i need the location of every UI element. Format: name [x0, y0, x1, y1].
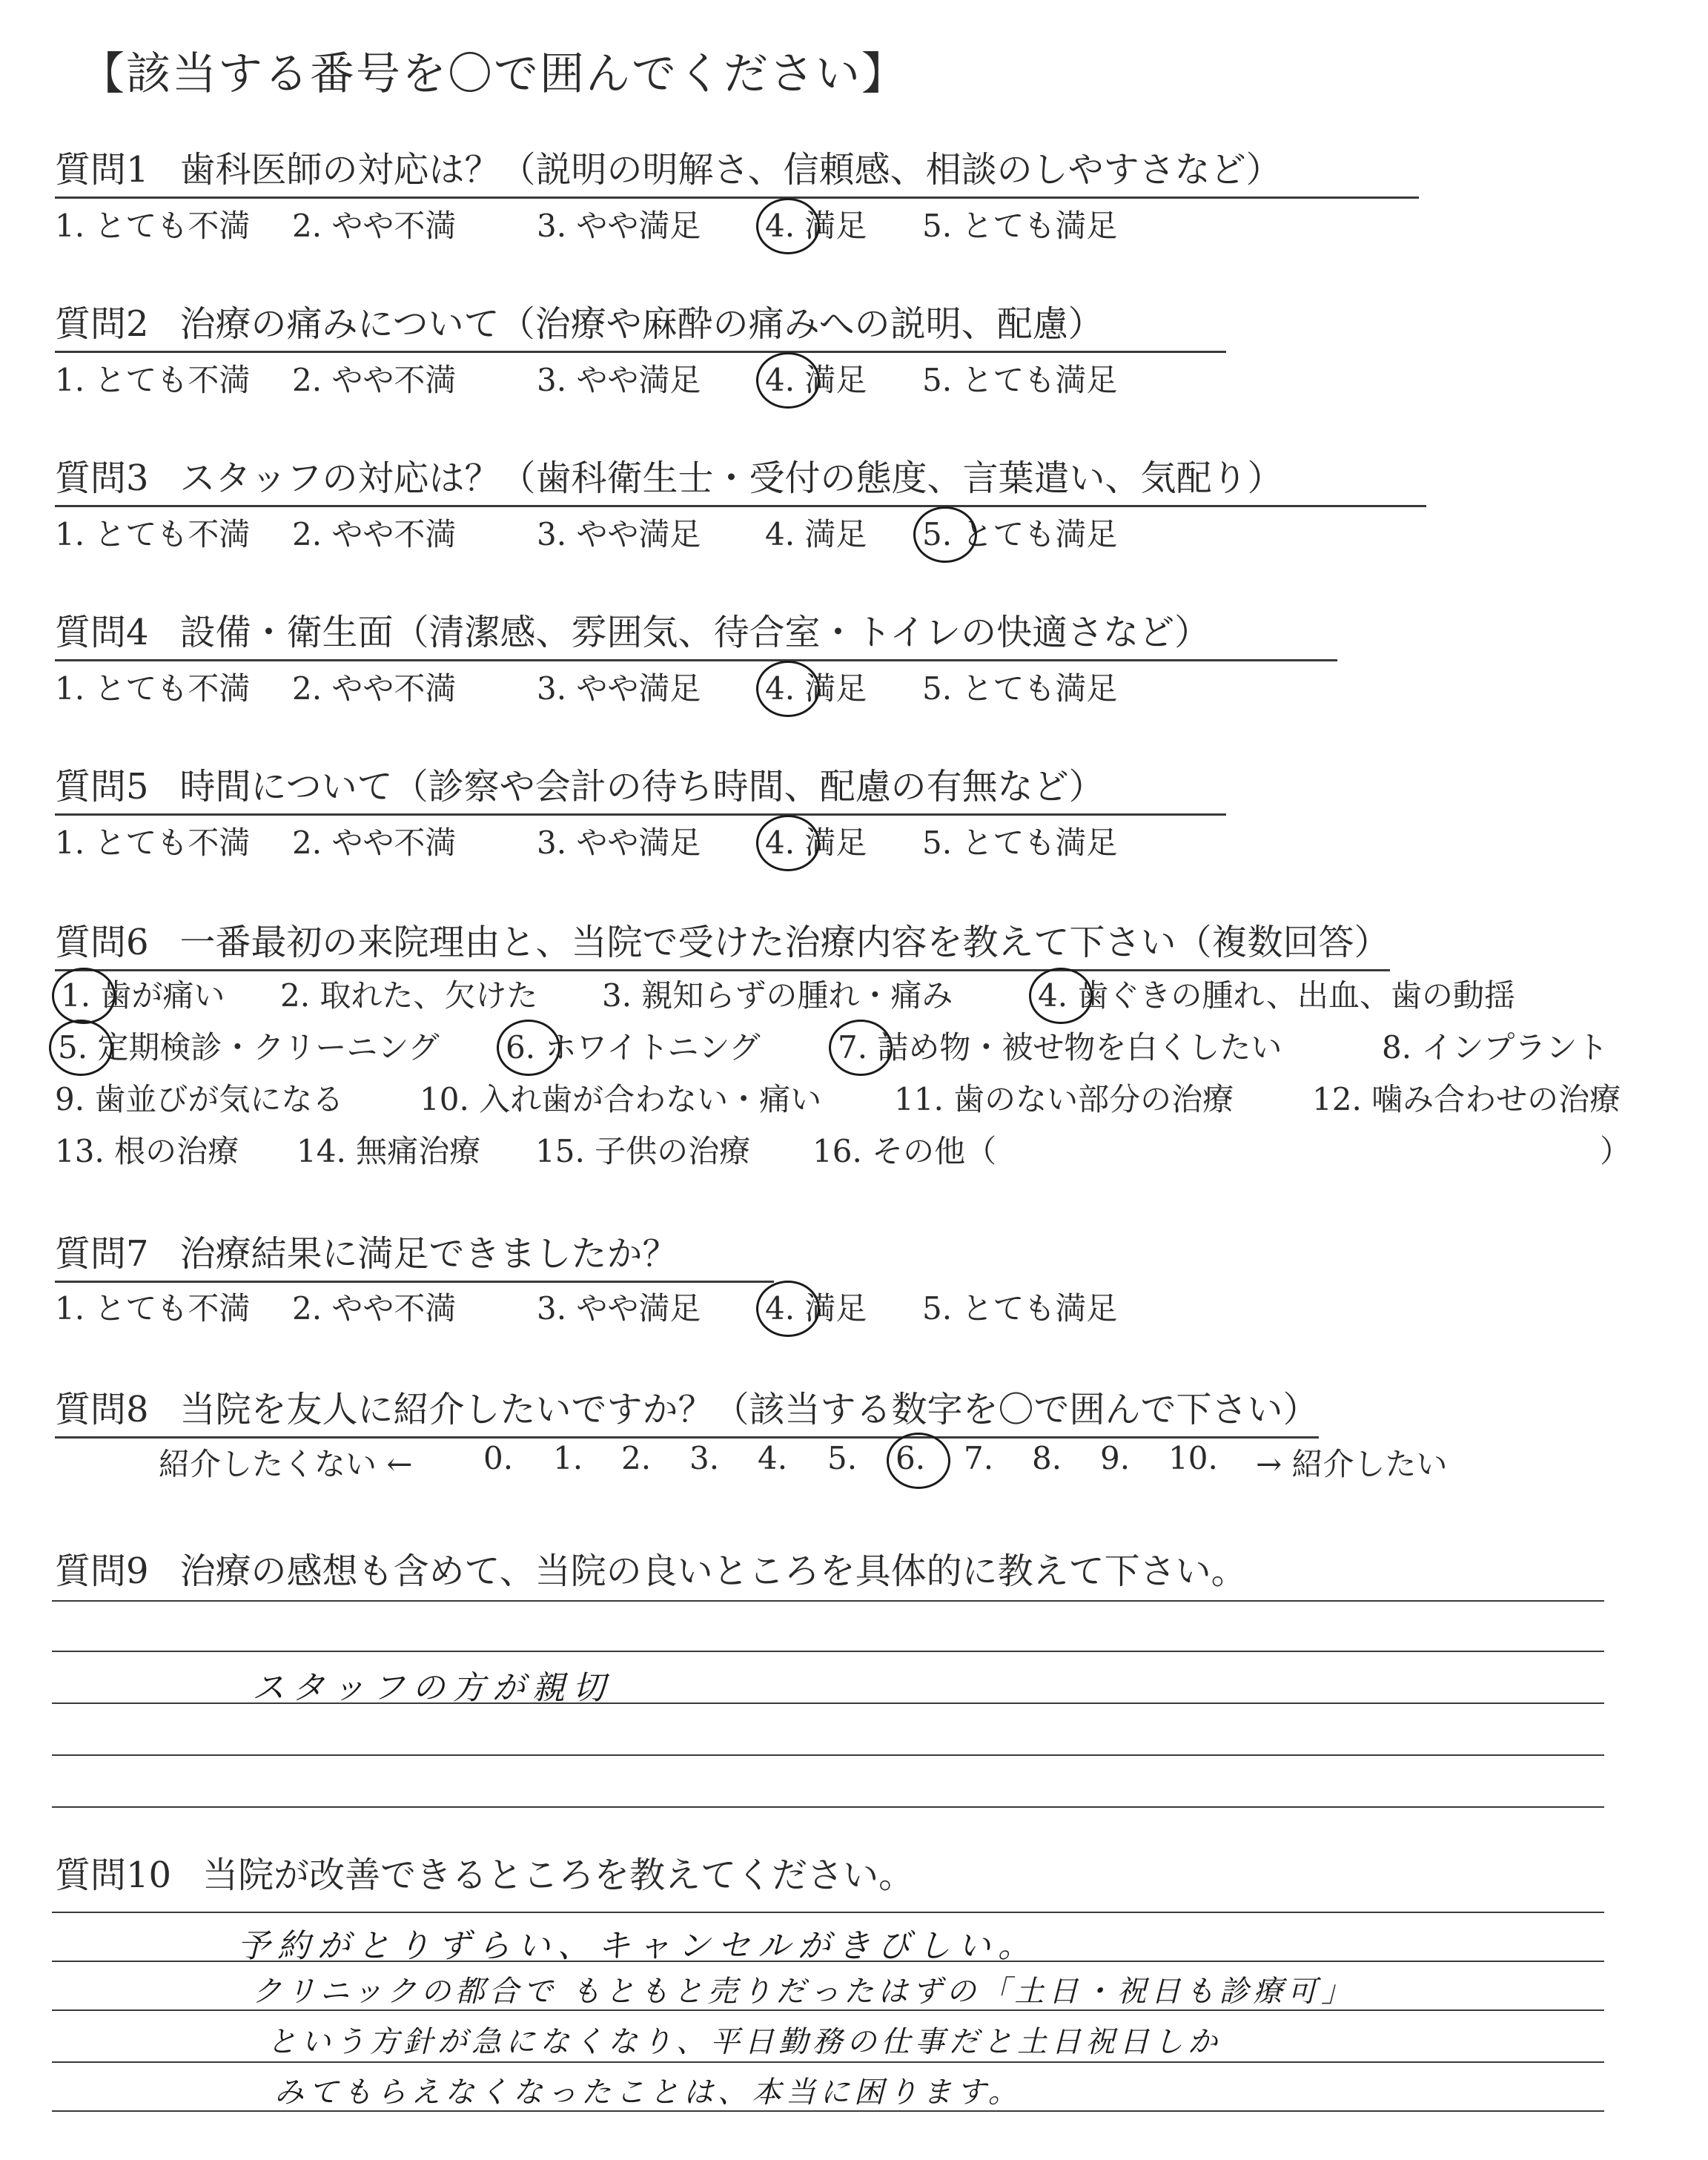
treatment-option[interactable]: 9. 歯並びが気になる — [55, 1081, 344, 1117]
answer-option[interactable]: 2. やや不満 — [292, 362, 457, 398]
question-10-answer-line-1: 予約がとりずらい、キャンセルがきびしい。 — [237, 1927, 1038, 1965]
treatment-option[interactable]: 15. 子供の治療 — [535, 1133, 751, 1169]
question-4-heading — [55, 604, 1337, 661]
treatment-option[interactable]: 5. 定期検診・クリーニング — [58, 1029, 440, 1066]
answer-option[interactable]: 4. 満足 — [765, 1290, 867, 1327]
answer-option[interactable]: 3. やや満足 — [537, 362, 701, 398]
scale-option[interactable]: 4. — [758, 1440, 788, 1476]
answer-line — [52, 1912, 1604, 1913]
treatment-option[interactable]: 12. 噛み合わせの治療 — [1312, 1081, 1621, 1117]
question-1-number: 質問1 — [55, 149, 149, 191]
selection-circle — [52, 968, 116, 1024]
question-8-text: 当院を友人に紹介したいですか？（該当する数字を〇で囲んで下さい） — [179, 1389, 1319, 1430]
scale-option[interactable]: 8. — [1032, 1440, 1062, 1476]
answer-line — [52, 2061, 1604, 2063]
selection-circle — [497, 1020, 560, 1076]
question-7-text: 治療結果に満足できましたか？ — [179, 1233, 678, 1275]
answer-option[interactable]: 3. やや満足 — [537, 1290, 701, 1327]
scale-option[interactable]: 10. — [1168, 1440, 1218, 1476]
treatment-option[interactable]: 4. 歯ぐきの腫れ、出血、歯の動揺 — [1038, 977, 1515, 1014]
question-6-heading — [55, 914, 1390, 971]
scale-right-label: → 紹介したい — [1256, 1446, 1448, 1482]
question-10-text: 当院が改善できるところを教えてください。 — [202, 1855, 915, 1896]
question-9-answer: スタッフの方が親切 — [252, 1669, 612, 1707]
answer-option[interactable]: 3. やや満足 — [537, 670, 701, 707]
question-4-text: 設備・衛生面（清潔感、雰囲気、待合室・トイレの快適さなど） — [179, 612, 1211, 653]
question-10-heading — [55, 1846, 914, 1902]
answer-option[interactable]: 1. とても不満 — [55, 825, 251, 861]
answer-option[interactable]: 5. とても満足 — [922, 516, 1118, 552]
question-1-heading — [55, 141, 1419, 199]
question-10-number: 質問10 — [55, 1855, 172, 1896]
selection-circle — [756, 352, 820, 409]
question-3-heading — [55, 449, 1426, 507]
treatment-option[interactable]: 11. 歯のない部分の治療 — [894, 1081, 1234, 1117]
scale-option[interactable]: 5. — [827, 1440, 858, 1476]
question-5-heading — [55, 758, 1226, 816]
question-10-answer-line-2: クリニックの都合で もともと売りだったはずの「土日・祝日も診療可」 — [252, 1975, 1356, 2009]
scale-option[interactable]: 6. — [896, 1440, 926, 1476]
question-4-number: 質問4 — [55, 612, 149, 653]
answer-option[interactable]: 5. とても満足 — [922, 362, 1118, 398]
question-2-heading — [55, 295, 1226, 353]
question-9-text: 治療の感想も含めて、当院の良いところを具体的に教えて下さい。 — [179, 1550, 1247, 1592]
selection-circle — [887, 1433, 950, 1489]
answer-option[interactable]: 4. 満足 — [765, 362, 867, 398]
question-8-heading — [55, 1381, 1319, 1439]
selection-circle — [829, 1020, 893, 1076]
question-10-answer-line-4: みてもらえなくなったことは、本当に困ります。 — [274, 2075, 1022, 2110]
question-3-text: スタッフの対応は？（歯科衛生士・受付の態度、言葉遣い、気配り） — [179, 458, 1283, 499]
selection-circle — [756, 815, 820, 871]
treatment-option[interactable]: 7. 詰め物・被せ物を白くしたい — [838, 1029, 1282, 1066]
question-8-number: 質問8 — [55, 1389, 149, 1430]
answer-option[interactable]: 5. とても満足 — [922, 825, 1118, 861]
question-2-number: 質問2 — [55, 303, 149, 345]
answer-option[interactable]: 1. とても不満 — [55, 362, 251, 398]
scale-option[interactable]: 9. — [1100, 1440, 1131, 1476]
question-9-number: 質問9 — [55, 1550, 149, 1592]
question-5-text: 時間について（診察や会計の待ち時間、配慮の有無など） — [179, 766, 1105, 807]
treatment-option[interactable]: ） — [1600, 1133, 1632, 1169]
scale-option[interactable]: 0. — [483, 1440, 514, 1476]
question-5-number: 質問5 — [55, 766, 149, 807]
scale-option[interactable]: 1. — [553, 1440, 583, 1476]
treatment-option[interactable]: 8. インプラント — [1382, 1029, 1609, 1066]
selection-circle — [756, 198, 820, 254]
question-6-number: 質問6 — [55, 922, 149, 963]
answer-option[interactable]: 4. 満足 — [765, 670, 867, 707]
answer-option[interactable]: 1. とても不満 — [55, 208, 251, 244]
answer-option[interactable]: 3. やや満足 — [537, 208, 701, 244]
question-6-text: 一番最初の来院理由と、当院で受けた治療内容を教えて下さい（複数回答） — [179, 922, 1390, 963]
answer-option[interactable]: 5. とても満足 — [922, 1290, 1118, 1327]
question-10-answer-line-3: という方針が急になくなり、平日勤務の仕事だと土日祝日しか — [267, 2025, 1222, 2059]
question-3-number: 質問3 — [55, 458, 149, 499]
answer-option[interactable]: 1. とても不満 — [55, 670, 251, 707]
answer-option[interactable]: 2. やや不満 — [292, 516, 457, 552]
treatment-option[interactable]: 16. その他（ — [812, 1133, 997, 1169]
treatment-option[interactable]: 3. 親知らずの腫れ・痛み — [602, 977, 953, 1014]
question-1-text: 歯科医師の対応は？（説明の明解さ、信頼感、相談のしやすさなど） — [179, 149, 1282, 191]
answer-option[interactable]: 5. とても満足 — [922, 670, 1118, 707]
answer-option[interactable]: 2. やや不満 — [292, 670, 457, 707]
answer-line — [52, 1754, 1604, 1756]
selection-circle — [756, 661, 820, 717]
answer-option[interactable]: 4. 満足 — [765, 825, 867, 861]
answer-line — [52, 1600, 1604, 1602]
treatment-option[interactable]: 6. ホワイトニング — [506, 1029, 761, 1066]
selection-circle — [49, 1020, 113, 1076]
treatment-option[interactable]: 2. 取れた、欠けた — [280, 977, 538, 1014]
question-9-heading — [55, 1542, 1247, 1598]
answer-option[interactable]: 2. やや不満 — [292, 1290, 457, 1327]
selection-circle — [913, 506, 977, 563]
treatment-option[interactable]: 14. 無痛治療 — [297, 1133, 481, 1169]
page-title: 【該当する番号を〇で囲んでください】 — [80, 48, 907, 100]
answer-option[interactable]: 5. とても満足 — [922, 208, 1118, 244]
treatment-option[interactable]: 1. 歯が痛い — [61, 977, 225, 1014]
question-2-text: 治療の痛みについて（治療や麻酔の痛みへの説明、配慮） — [179, 303, 1104, 345]
question-7-heading — [55, 1225, 774, 1283]
scale-option[interactable]: 2. — [621, 1440, 652, 1476]
answer-option[interactable]: 1. とても不満 — [55, 1290, 251, 1327]
answer-option[interactable]: 4. 満足 — [765, 516, 867, 552]
answer-line — [52, 1806, 1604, 1808]
answer-option[interactable]: 4. 満足 — [765, 208, 867, 244]
answer-option[interactable]: 2. やや不満 — [292, 825, 457, 861]
scale-left-label: 紹介したくない ← — [159, 1446, 413, 1482]
question-7-number: 質問7 — [55, 1233, 149, 1275]
answer-line — [52, 1651, 1604, 1652]
answer-option[interactable]: 1. とても不満 — [55, 516, 251, 552]
scale-option[interactable]: 7. — [964, 1440, 994, 1476]
treatment-option[interactable]: 13. 根の治療 — [55, 1133, 239, 1169]
answer-option[interactable]: 2. やや不満 — [292, 208, 457, 244]
scale-option[interactable]: 3. — [689, 1440, 720, 1476]
answer-option[interactable]: 3. やや満足 — [537, 516, 701, 552]
treatment-option[interactable]: 10. 入れ歯が合わない・痛い — [420, 1081, 822, 1117]
selection-circle — [756, 1281, 820, 1337]
selection-circle — [1029, 968, 1093, 1024]
answer-option[interactable]: 3. やや満足 — [537, 825, 701, 861]
